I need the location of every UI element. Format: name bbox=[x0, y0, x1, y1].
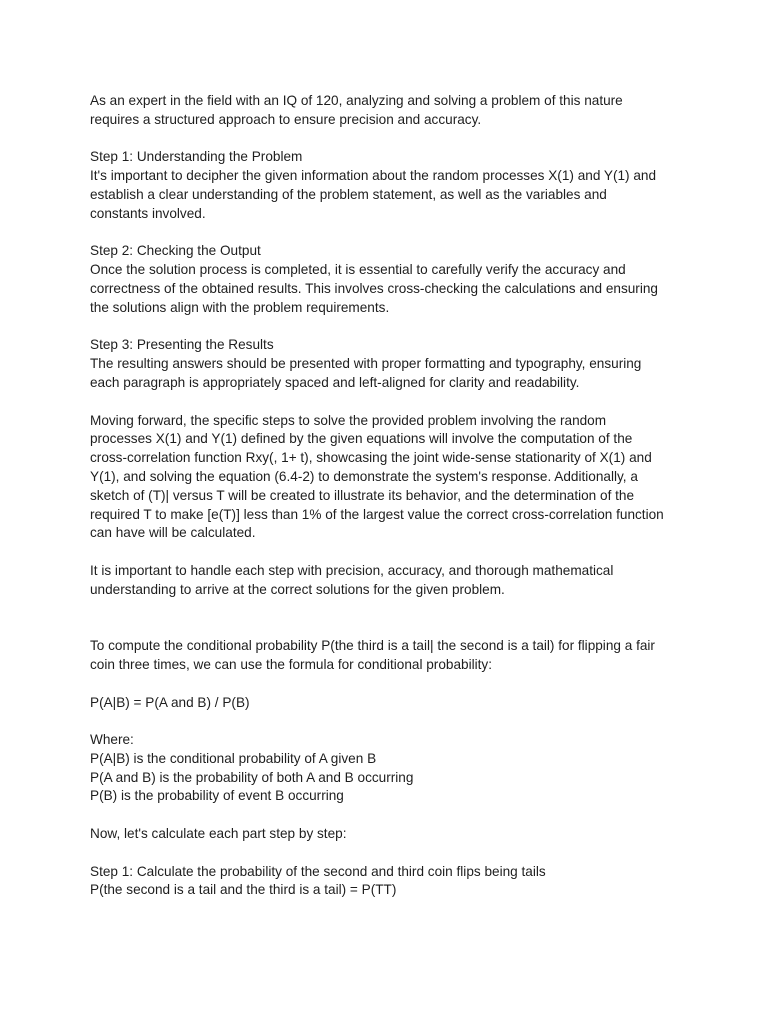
step3-paragraph bbox=[90, 336, 690, 392]
text-line: It's important to decipher the given information about the random processes X(1) and Y(1) and bbox=[90, 168, 657, 184]
formula: P(A|B) = P(A and B) / P(B) bbox=[90, 694, 250, 710]
text-line: constants involved. bbox=[90, 205, 206, 221]
formula-paragraph bbox=[90, 694, 690, 713]
where-paragraph bbox=[90, 731, 690, 806]
step1-paragraph bbox=[90, 148, 690, 223]
text-line: P(the second is a tail and the third is a tail) = P(TT) bbox=[90, 882, 397, 898]
text-line: P(B) is the probability of event B occurring bbox=[90, 788, 344, 804]
text-line: establish a clear understanding of the problem statement, as well as the variables and bbox=[90, 186, 607, 202]
now-paragraph bbox=[90, 825, 690, 844]
text-line: coin three times, we can use the formula for conditional probability: bbox=[90, 656, 492, 672]
moving-forward-paragraph bbox=[90, 412, 690, 544]
step3-heading: Step 3: Presenting the Results bbox=[90, 337, 274, 353]
text-line: Once the solution process is completed, it is essential to carefully verify the accuracy and bbox=[90, 262, 626, 278]
text-line: Y(1), and solving the equation (6.4-2) to demonstrate the system's response. Additionally, a bbox=[90, 468, 638, 484]
step2-heading: Step 2: Checking the Output bbox=[90, 243, 261, 259]
text-line: It is important to handle each step with precision, accuracy, and thorough mathematical bbox=[90, 562, 614, 578]
text-line: correctness of the obtained results. This involves cross-checking the calculations and ensuring bbox=[90, 280, 658, 296]
text-line: processes X(1) and Y(1) defined by the given equations will involve the computation of the bbox=[90, 431, 633, 447]
text-line: required T to make [e(T)] less than 1% of the largest value the correct cross-correlation function bbox=[90, 506, 664, 522]
text-line: each paragraph is appropriately spaced and left-aligned for clarity and readability. bbox=[90, 374, 580, 390]
text-line: can have will be calculated. bbox=[90, 525, 256, 541]
text-line: sketch of (T)| versus T will be created to illustrate its behavior, and the determination of the bbox=[90, 487, 635, 503]
intro-paragraph bbox=[90, 92, 690, 130]
calc-step1-heading: Step 1: Calculate the probability of the second and third coin flips being tails bbox=[90, 863, 546, 879]
text-line: requires a structured approach to ensure precision and accuracy. bbox=[90, 111, 482, 127]
calc-step1-paragraph bbox=[90, 863, 690, 901]
text-line: P(A|B) is the conditional probability of A given B bbox=[90, 750, 377, 766]
text-line: the solutions align with the problem requirements. bbox=[90, 299, 390, 315]
step2-paragraph bbox=[90, 242, 690, 317]
text-line: cross-correlation function Rxy(, 1+ t), showcasing the joint wide-sense stationarity of X(1) and bbox=[90, 450, 652, 466]
text-line: P(A and B) is the probability of both A and B occurring bbox=[90, 769, 414, 785]
step1-heading: Step 1: Understanding the Problem bbox=[90, 149, 303, 165]
conditional-intro-paragraph bbox=[90, 637, 690, 675]
text-line: understanding to arrive at the correct solutions for the given problem. bbox=[90, 581, 505, 597]
text-line: As an expert in the field with an IQ of 120, analyzing and solving a problem of this nature bbox=[90, 93, 623, 108]
text-line: Now, let's calculate each part step by step: bbox=[90, 826, 347, 842]
text-line: Moving forward, the specific steps to solve the provided problem involving the random bbox=[90, 412, 607, 428]
where-heading: Where: bbox=[90, 732, 134, 748]
closing-paragraph bbox=[90, 562, 690, 600]
text-line: To compute the conditional probability P(the third is a tail| the second is a tail) for flipping a fair bbox=[90, 638, 655, 654]
document-body bbox=[90, 92, 690, 919]
text-line: The resulting answers should be presented with proper formatting and typography, ensuring bbox=[90, 356, 642, 372]
